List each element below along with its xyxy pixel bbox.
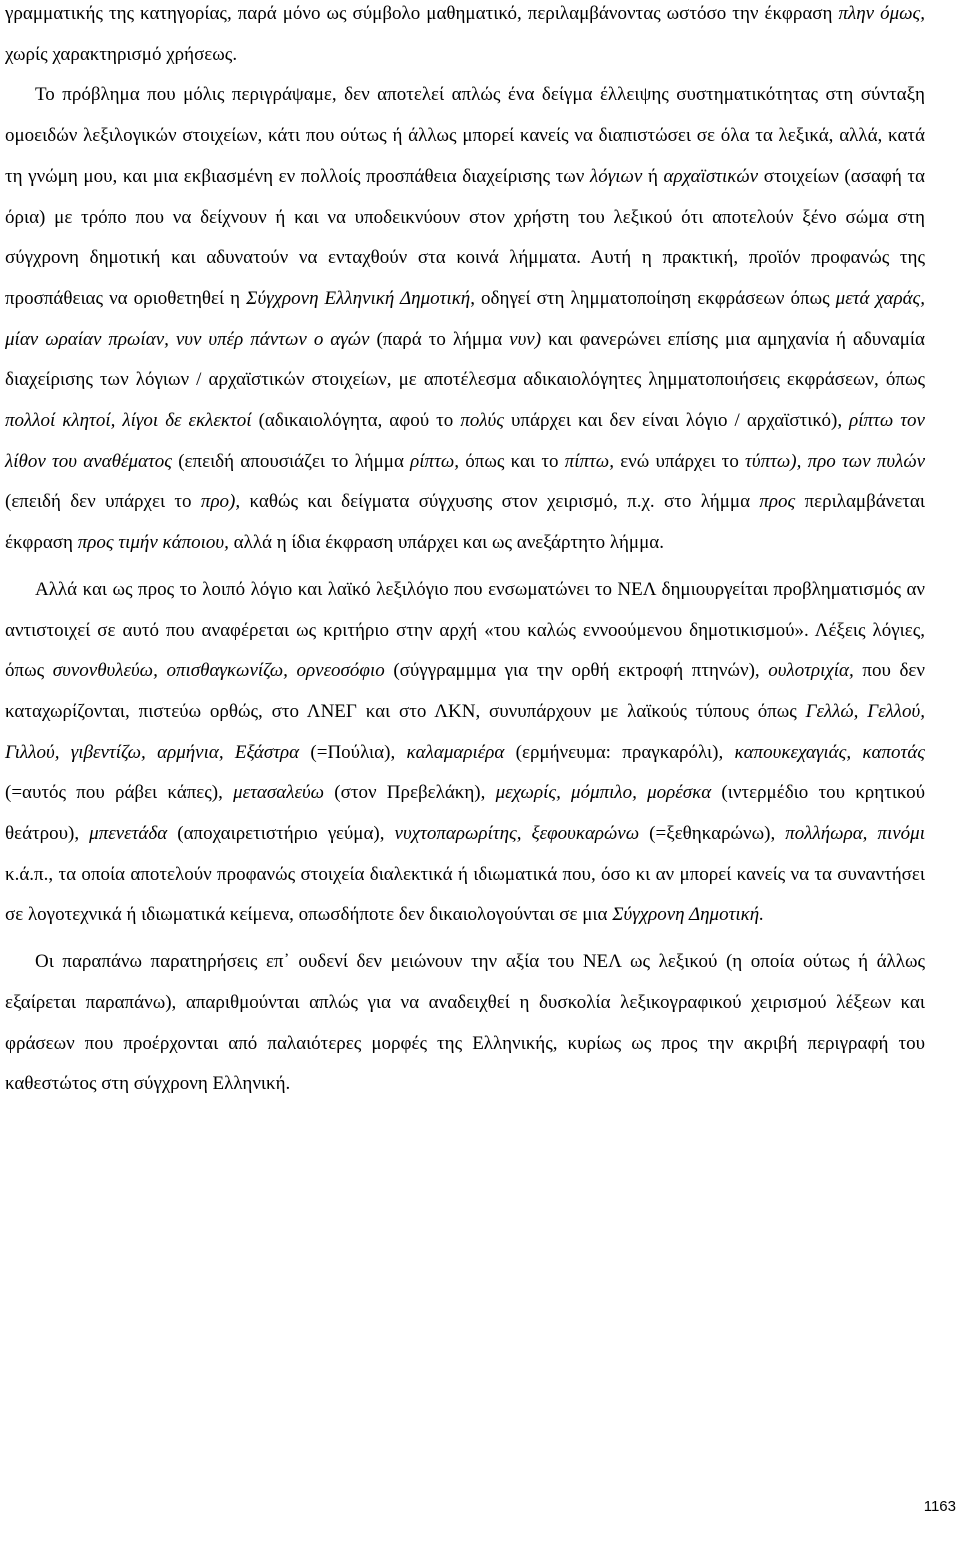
italic-text-segment: λόγιων: [590, 165, 643, 187]
italic-text-segment: μετασαλεύω: [233, 782, 325, 804]
text-segment: καθώς και δείγματα σύγχυσης στον χειρισμό, π.χ. στο λήμμα: [240, 491, 760, 513]
italic-text-segment: αρχαϊστικών: [663, 165, 759, 187]
italic-text-segment: καπουκεχαγιάς, καποτάς: [734, 741, 926, 763]
text-segment: Αλλά και ως προς το λοιπό λόγιο και λαϊκό λεξιλόγιο που ενσωματώνει το ΝΕΛ δημιουργείται προβληματισμός αν αντιστοιχεί σε αυτό που αναφέρεται ως κριτήριο στην αρχή «του καλώς εννοούμενου δημοτικισμού». Λέξεις λόγιες, όπως: [5, 578, 925, 682]
text-segment: (=Πούλια),: [299, 741, 407, 763]
italic-text-segment: ρίπτω,: [410, 450, 460, 472]
text-segment: (επειδή δεν υπάρχει το: [5, 491, 201, 513]
text-segment: , οδηγεί στη λημματοποίηση εκφράσεων όπως: [470, 287, 836, 309]
paragraph-3: [5, 570, 925, 936]
text-segment: υπάρχει και δεν είναι λόγιο / αρχαϊστικό),: [504, 410, 850, 432]
paragraph-1: [5, 0, 925, 75]
text-segment: (=ξεθηκαρώνω),: [639, 823, 786, 845]
page-number: 1163: [923, 1498, 956, 1515]
text-segment: (στον Πρεβελάκη),: [324, 782, 496, 804]
text-segment: όπως και το: [459, 450, 565, 472]
text-segment: (ερμήνευμα: πραγκαρόλι),: [504, 741, 735, 763]
text-segment: (επειδή απουσιάζει το λήμμα: [171, 450, 411, 472]
italic-text-segment: προς: [759, 491, 796, 513]
text-segment: που δεν καταχωρίζονται, πιστεύω ορθώς, στο ΛΝΕΓ και στο ΛΚΝ, συνυπάρχουν με λαϊκούς τύπους όπως: [5, 660, 925, 722]
document-page: [5, 0, 925, 1105]
italic-text-segment: πολλήωρα, πινόμι: [785, 823, 925, 845]
italic-text-segment: μετά χαράς, μίαν ωραίαν πρωίαν, νυν υπέρ πάντων ο αγών: [5, 287, 926, 350]
italic-text-segment: μπενετάδα: [89, 823, 168, 845]
text-segment: κ.ά.π., τα οποία αποτελούν προφανώς στοιχεία διαλεκτικά ή ιδιωματικά που, όσο κι αν μπορεί κανείς να τα συναντήσει σε λογοτεχνικά ή ιδιωματικά κείμενα, οπωσδήποτε δεν δικαιολογούνται σε μια: [5, 863, 925, 926]
text-segment: χωρίς χαρακτηρισμό χρήσεως.: [5, 43, 238, 65]
italic-text-segment: νυχτοπαρωρίτης, ξεφουκαρώνω: [394, 823, 640, 845]
text-segment: ενώ υπάρχει το: [613, 450, 746, 472]
text-segment: (σύγγραμμμα για την ορθή εκτροφή πτηνών),: [384, 660, 769, 682]
italic-text-segment: Σύγχρονη Δημοτική.: [612, 904, 764, 926]
italic-text-segment: προ),: [200, 491, 241, 513]
italic-text-segment: καλαμαριέρα: [406, 741, 505, 763]
text-segment: ή: [642, 165, 664, 187]
italic-text-segment: νυν): [509, 328, 542, 350]
italic-text-segment: Γελλώ, Γελλού, Γιλλού, γιβεντίζω, αρμήνια, Εξάστρα: [5, 700, 925, 763]
text-segment: Το πρόβλημα που μόλις περιγράψαμε, δεν αποτελεί απλώς ένα δείγμα έλλειψης συστηματικότητας στη σύνταξη ομοειδών λεξιλογικών στοιχείων, κάτι που ούτως ή άλλως μπορεί κανείς να διαπιστώσει σε όλα τα λεξικά, αλλά, κατά τη γνώμη μου, και μια εκβιασμένη εν πολλοίς προσπάθεια διαχείρισης των: [5, 84, 925, 187]
italic-text-segment: τύπτω), προ των πυλών: [745, 450, 926, 472]
text-segment: (παρά το λήμμα: [369, 328, 510, 350]
italic-text-segment: Σύγχρονη Ελληνική Δημοτική: [246, 287, 471, 309]
paragraph-4: [5, 942, 925, 1105]
italic-text-segment: ουλοτριχία,: [768, 660, 854, 682]
italic-text-segment: μεχωρίς, μόμπιλο, μορέσκα: [495, 782, 712, 804]
italic-text-segment: πολλοί κλητοί, λίγοι δε εκλεκτοί: [5, 410, 252, 432]
italic-text-segment: προς τιμήν κάποιου,: [77, 532, 229, 554]
text-segment: στοιχείων (ασαφή τα όρια) με τρόπο που να δείχνουν ή και να υποδεικνύουν στον χρήστη του λεξικού ότι αποτελούν ξένο σώμα στη σύγχρονη δημοτική και αδυνατούν να ενταχθούν στα κοινά λήμματα. Αυτή η πρακτική, προϊόν προφανώς της προσπάθειας να οριοθετηθεί η: [5, 165, 926, 309]
italic-text-segment: πλην όμως,: [838, 3, 925, 24]
paragraph-2: [5, 75, 925, 563]
italic-text-segment: ρίπτω τον λίθον του αναθέματος: [5, 410, 925, 472]
text-segment: και φανερώνει επίσης μια αμηχανία ή αδυναμία διαχείρισης των λόγιων / αρχαϊστικών στοιχείων, με αποτέλεσμα αδικαιολόγητες λημματοποιήσεις εκφράσεων, όπως: [5, 328, 925, 391]
text-segment: αλλά η ίδια έκφραση υπάρχει και ως ανεξάρτητο λήμμα.: [228, 532, 664, 554]
italic-text-segment: συνονθυλεύω, οπισθαγκωνίζω, ορνεοσόφιο: [52, 660, 385, 682]
text-segment: γραμματικής της κατηγορίας, παρά μόνο ως σύμβολο μαθηματικό, περιλαμβάνοντας ωστόσο την έκφραση: [5, 3, 839, 24]
text-segment: Οι παραπάνω παρατηρήσεις επ᾽ ουδενί δεν μειώνουν την αξία του ΝΕΛ ως λεξικού (η οποία ούτως ή άλλως εξαίρεται παραπάνω), απαριθμούνται απλώς για να αναδειχθεί η δυσκολία λεξικογραφικού χειρισμού λέξεων και φράσεων που προέρχονται από παλαιότερες μορφές της Ελληνικής, κυρίως ως προς την ακριβή περιγραφή του καθεστώτος στη σύγχρονη Ελληνική.: [5, 951, 925, 1095]
italic-text-segment: πολύς: [460, 410, 504, 432]
text-segment: (αποχαιρετιστήριο γεύμα),: [167, 823, 395, 845]
text-segment: (αδικαιολόγητα, αφού το: [251, 410, 461, 432]
text-segment: περιλαμβάνεται έκφραση: [5, 491, 925, 554]
italic-text-segment: πίπτω,: [564, 450, 614, 472]
text-segment: (ιντερμέδιο του κρητικού θεάτρου),: [5, 782, 926, 845]
text-segment: (=αυτός που ράβει κάπες),: [5, 782, 234, 804]
